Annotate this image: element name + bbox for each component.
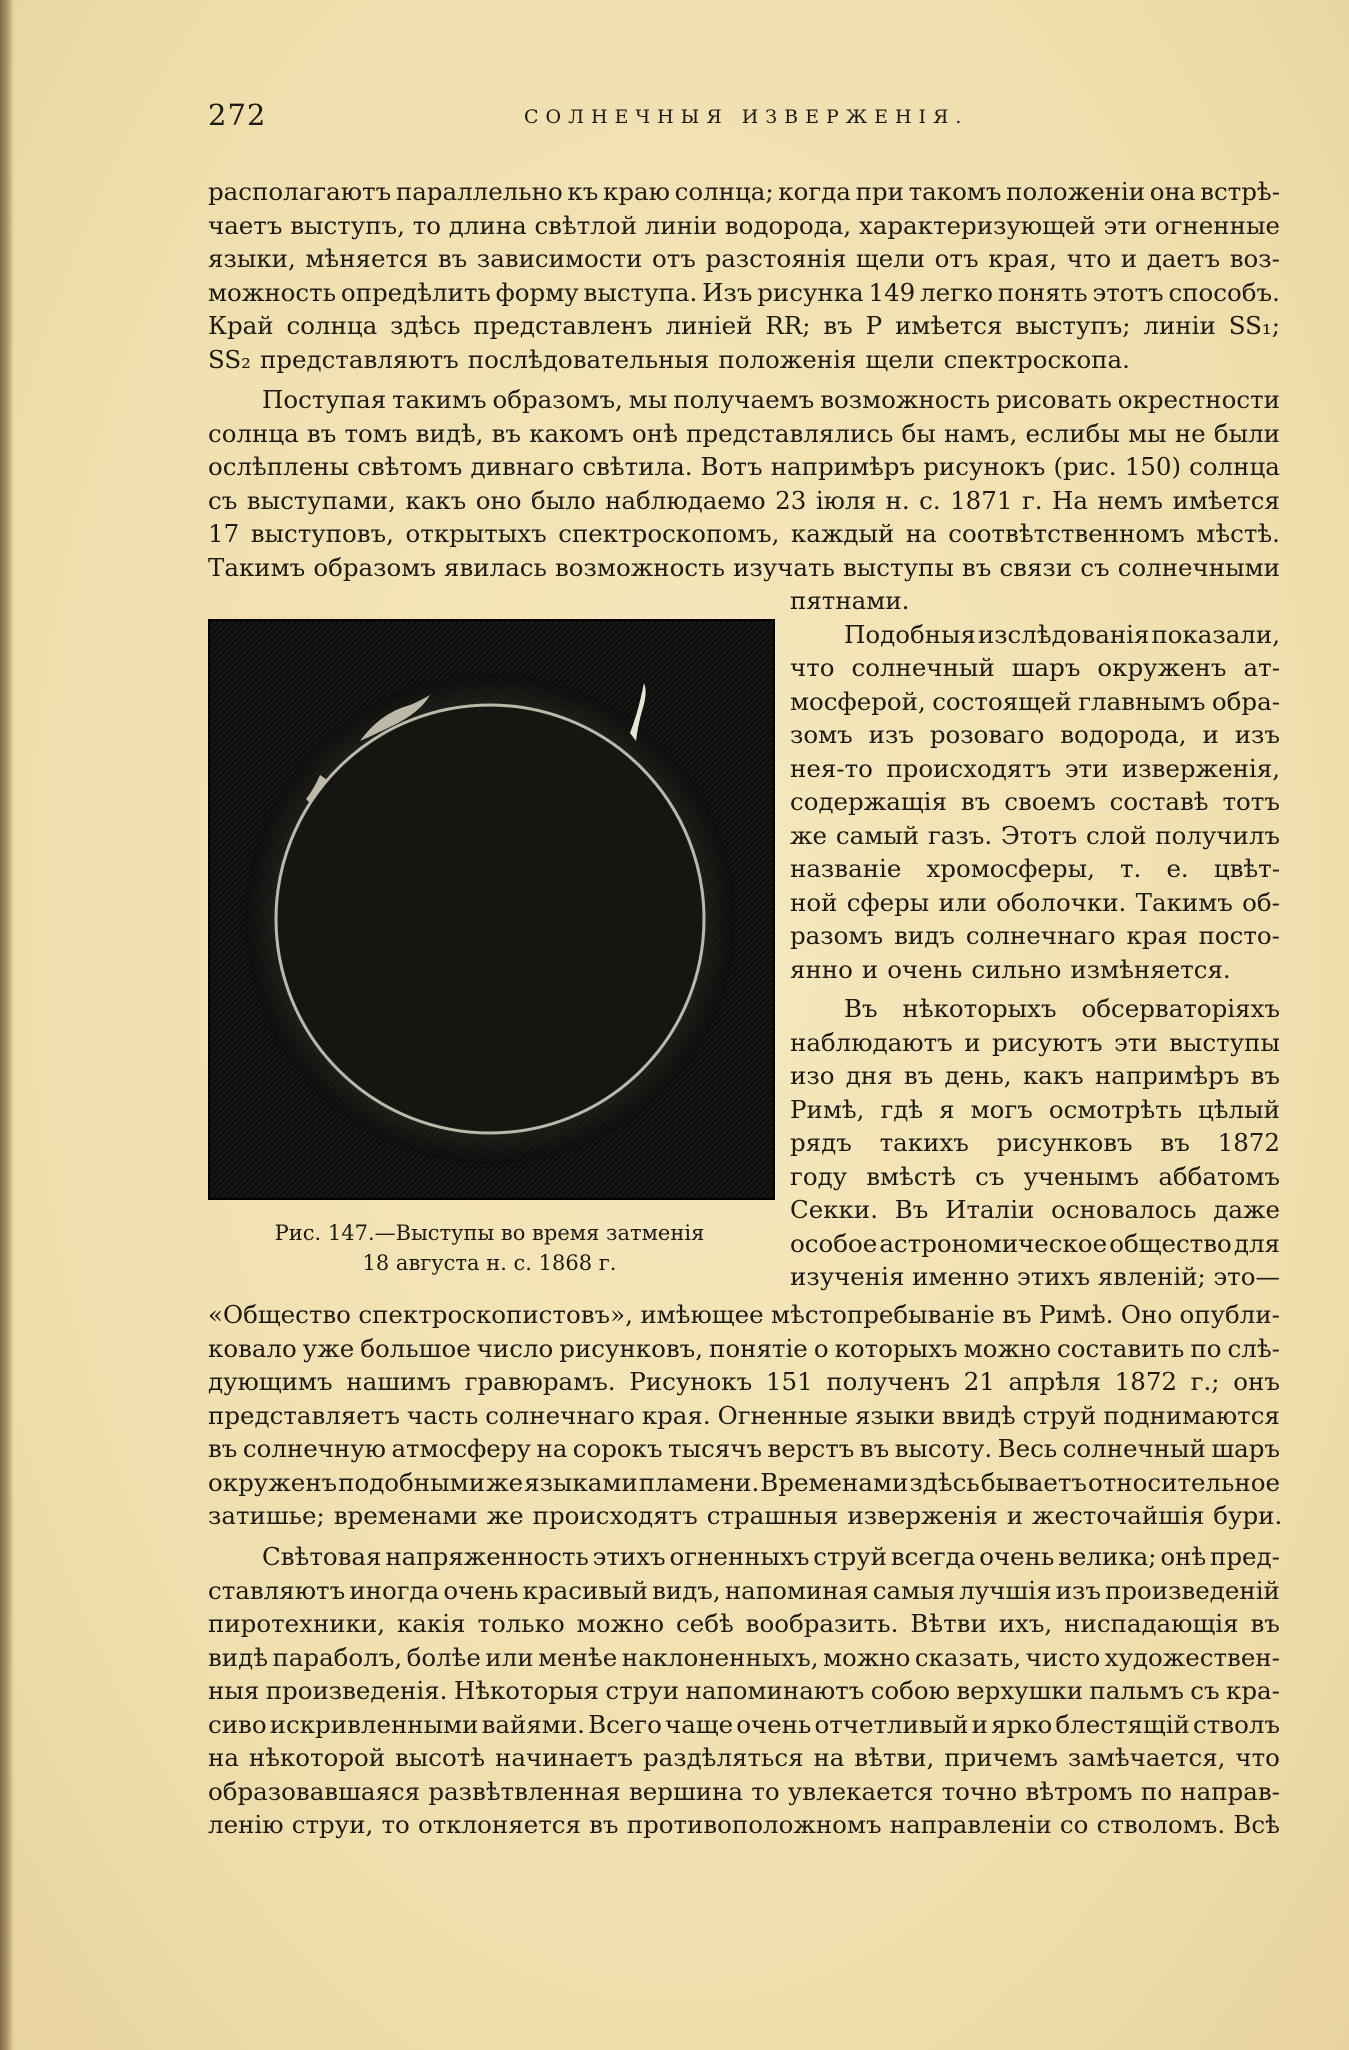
text-line: ленію струи, то отклоняется въ противоположномъ направленіи со стволомъ. Всѣ [208,1810,1280,1839]
text-line: мосферой, состоящей главнымъ обра- [790,686,1280,716]
text-line: съ выступами, какъ оно было наблюдаемо 23 іюля н. с. 1871 г. На немъ имѣется [208,485,1280,515]
text-line: что солнечный шаръ окруженъ ат- [790,653,1280,682]
text-line: пиротехники, какія только можно себѣ вообразить. Вѣтви ихъ, ниспадающія въ [208,1609,1280,1638]
caption-line-1: Рис. 147.—Выступы во время затменія [274,1221,705,1245]
text-line: же самый газъ. Этотъ слой получилъ [790,820,1280,850]
text-line: представляетъ часть солнечнаго края. Огненные языки ввидѣ струй поднимаются [208,1400,1280,1430]
text-line: образовавшаяся развѣтвленная вершина то увлекается точно вѣтромъ по направ- [208,1776,1280,1806]
text-line: нея-то происходятъ эти изверженія, [790,753,1280,783]
text-line: Секки. Въ Италіи основалось даже [790,1195,1280,1224]
paragraph-1 [208,175,1280,376]
page-binding-edge [0,0,14,2050]
text-line: ной сферы или оболочки. Такимъ об- [790,887,1280,917]
paragraph-4-continued [208,1298,1283,1533]
text-line: рядъ такихъ рисунковъ въ 1872 [790,1128,1280,1157]
page-number: 272 [208,98,267,132]
text-line: Подобныя изслѣдованія показали, [844,619,1280,649]
text-line: «Общество спектроскопистовъ», имѣющее мѣстопребываніе въ Римѣ. Оно опубли- [208,1300,1280,1329]
text-line: затишье; временами же происходятъ страшныя изверженія и жесточайшія бури. [208,1501,1283,1530]
page-header [208,98,1280,138]
text-line: зомъ изъ розоваго водорода, и изъ [790,720,1280,749]
text-line: Въ нѣкоторыхъ обсерваторіяхъ [844,994,1280,1023]
text-line: SS₂ представляютъ послѣдовательныя положенія щели спектроскопа. [208,344,1130,374]
text-line: чаетъ выступъ, то длина свѣтлой линіи водорода, характеризующей эти огненные [208,210,1280,240]
text-line: въ солнечную атмосферу на сорокъ тысячъ верстъ въ высоту. Весь солнечный шаръ [208,1434,1280,1463]
text-line: видѣ параболъ, болѣе или менѣе наклоненныхъ, можно сказать, чисто художествен- [208,1642,1280,1672]
text-line: на нѣкоторой высотѣ начинаетъ раздѣляться на вѣтви, причемъ замѣчается, что [208,1743,1280,1772]
text-line: окруженъ подобными же языками пламени. Временами здѣсь бываетъ относительное [208,1467,1280,1497]
text-line: янно и очень сильно измѣняется. [790,954,1231,984]
text-line: ковало уже большое число рисунковъ, понятіе о которыхъ можно составить по слѣ- [208,1333,1280,1363]
text-line: изученія именно этихъ явленій; это— [790,1262,1280,1291]
right-column [790,584,1280,1294]
text-line: Римѣ, гдѣ я могъ осмотрѣть цѣлый [790,1094,1280,1124]
running-title: СОЛНЕЧНЫЯ ИЗВЕРЖЕНІЯ. [524,106,969,128]
caption-line-2: 18 августа н. с. 1868 г. [362,1251,617,1275]
text-line: особое астрономическое общество для [790,1228,1280,1258]
text-line: названіе хромосферы, т. е. цвѣт- [790,854,1280,883]
text-line: пятнами. [790,586,910,615]
text-line: 17 выступовъ, открытыхъ спектроскопомъ, каждый на соотвѣтственномъ мѣстѣ. [208,519,1280,548]
paragraph-2 [208,383,1280,584]
text-line: наблюдаютъ и рисуютъ эти выступы [790,1027,1280,1057]
text-line: дующимъ нашимъ гравюрамъ. Рисунокъ 151 полученъ 21 апрѣля 1872 г.; онъ [208,1367,1280,1396]
text-line: можность опредѣлить форму выступа. Изъ рисунка 149 легко понять этотъ способъ. [208,277,1280,307]
moon-disk [278,707,702,1131]
text-line: Свѣтовая напряженность этихъ огненныхъ струй всегда очень велика; онѣ пред- [262,1542,1280,1571]
figure-eclipse-engraving [208,619,775,1200]
text-line: ставляютъ иногда очень красивый видъ, напоминая самыя лучшія изъ произведеній [208,1575,1280,1605]
text-line: языки, мѣняется въ зависимости отъ разстоянія щели отъ края, что и даетъ воз- [208,244,1280,273]
text-line: солнца въ томъ видѣ, въ какомъ онѣ представлялись бы намъ, еслибы мы не были [208,418,1280,448]
text-line: Поступая такимъ образомъ, мы получаемъ возможность рисовать окрестности [262,385,1280,414]
text-line: содержащія въ своемъ составѣ тотъ [790,787,1280,816]
text-line: изо дня въ день, какъ напримѣръ въ [790,1061,1280,1090]
text-line: Такимъ образомъ явилась возможность изучать выступы въ связи съ солнечными [208,552,1280,582]
paragraph-5 [208,1540,1280,1842]
text-line: ослѣплены свѣтомъ дивнаго свѣтила. Вотъ напримѣръ рисунокъ (рис. 150) солнца [208,452,1280,481]
eclipse-illustration [210,621,773,1198]
text-line: сиво искривленными вайями. Всего чаще очень отчетливый и ярко блестящій стволъ [208,1709,1280,1739]
text-line: Край солнца здѣсь представленъ линіей RR; въ P имѣется выступъ; линіи SS₁; [208,311,1280,340]
text-line: располагаютъ параллельно къ краю солнца; когда при такомъ положеніи она встрѣ- [208,177,1280,206]
text-line: разомъ видъ солнечнаго края посто- [790,921,1280,950]
figure-caption [208,1218,771,1278]
text-line: году вмѣстѣ съ ученымъ аббатомъ [790,1161,1280,1191]
text-line: ныя произведенія. Нѣкоторыя струи напоминаютъ собою верхушки пальмъ съ кра- [208,1676,1280,1705]
